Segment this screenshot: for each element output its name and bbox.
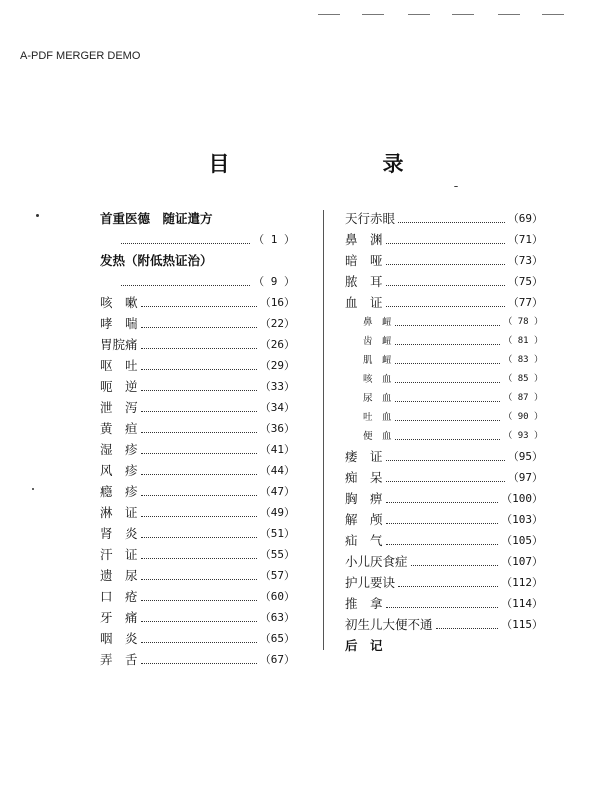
toc-subentry[interactable]	[345, 332, 543, 351]
toc-entry-page: （55）	[259, 548, 295, 561]
toc-entry-label: 天行赤眼	[345, 211, 396, 226]
toc-entry-page: （36）	[259, 422, 295, 435]
toc-entry-label: 初生儿大便不通	[345, 617, 433, 632]
toc-entry[interactable]	[100, 229, 295, 250]
toc-entry[interactable]	[345, 635, 543, 656]
page-title: 目 录	[208, 151, 470, 176]
toc-entry[interactable]	[100, 355, 295, 376]
toc-entry[interactable]	[345, 271, 543, 292]
toc-entry[interactable]	[345, 292, 543, 313]
toc-entry-label: 暗 哑	[345, 253, 383, 268]
toc-subentry[interactable]	[345, 370, 543, 389]
toc-entry-page: （95）	[507, 450, 543, 463]
toc-entry-label: 首重医德 随证遣方	[100, 211, 213, 226]
toc-entry-page: （97）	[507, 471, 543, 484]
toc-entry-page: （ 87 ）	[503, 393, 543, 403]
toc-entry[interactable]	[345, 509, 543, 530]
toc-subentry[interactable]	[345, 389, 543, 408]
toc-entry-label: 脓 耳	[345, 274, 383, 289]
toc-entry-label: 小儿厌食症	[345, 554, 408, 569]
toc-entry-page: （71）	[507, 233, 543, 246]
toc-entry-label: 齿 衄	[363, 336, 392, 347]
toc-entry[interactable]	[345, 446, 543, 467]
toc-entry-label: 口 疮	[100, 589, 138, 604]
toc-entry-page: （26）	[259, 338, 295, 351]
toc-entry[interactable]	[100, 292, 295, 313]
toc-entry[interactable]	[100, 208, 295, 229]
toc-subentry[interactable]	[345, 427, 543, 446]
toc-entry-page: （73）	[507, 254, 543, 267]
toc-subentry[interactable]	[345, 313, 543, 332]
toc-entry-page: （ 85 ）	[503, 374, 543, 384]
scan-speck	[36, 214, 39, 217]
toc-entry-label: 呃 逆	[100, 379, 138, 394]
toc-entry-page: （44）	[259, 464, 295, 477]
toc-entry-label: 弄 舌	[100, 652, 138, 667]
toc-entry-label: 推 拿	[345, 596, 383, 611]
toc-entry[interactable]	[100, 628, 295, 649]
toc-entry-label: 汗 证	[100, 547, 138, 562]
scan-speck	[32, 488, 34, 490]
toc-entry-page: （57）	[259, 569, 295, 582]
toc-entry-page: （ 9 ）	[253, 275, 295, 288]
toc-entry[interactable]	[100, 649, 295, 670]
toc-entry-label: 鼻 渊	[345, 232, 383, 247]
toc-entry-label: 尿 血	[363, 393, 392, 404]
toc-entry-page: （ 81 ）	[503, 336, 543, 346]
toc-entry[interactable]	[100, 586, 295, 607]
scan-speck	[454, 186, 458, 187]
toc-entry-label: 瘾 疹	[100, 484, 138, 499]
toc-entry-page: （114）	[501, 597, 543, 610]
toc-entry-page: （112）	[501, 576, 543, 589]
toc-entry-page: （75）	[507, 275, 543, 288]
toc-entry-label: 咳 嗽	[100, 295, 138, 310]
toc-entry[interactable]	[100, 523, 295, 544]
toc-entry[interactable]	[100, 376, 295, 397]
toc-entry-label: 牙 痛	[100, 610, 138, 625]
toc-right-column	[345, 208, 543, 656]
toc-entry[interactable]	[345, 614, 543, 635]
toc-entry-page: （67）	[259, 653, 295, 666]
toc-entry-label: 遗 尿	[100, 568, 138, 583]
toc-entry-page: （69）	[507, 212, 543, 225]
toc-entry-label: 鼻 衄	[363, 317, 392, 328]
toc-entry-label: 咽 炎	[100, 631, 138, 646]
toc-entry[interactable]	[100, 250, 295, 271]
toc-entry[interactable]	[345, 467, 543, 488]
toc-entry-page: （100）	[501, 492, 543, 505]
toc-entry[interactable]	[345, 572, 543, 593]
toc-entry[interactable]	[100, 565, 295, 586]
toc-entry[interactable]	[345, 551, 543, 572]
toc-entry[interactable]	[345, 208, 543, 229]
toc-entry[interactable]	[100, 544, 295, 565]
toc-entry-page: （103）	[501, 513, 543, 526]
toc-entry-label: 风 疹	[100, 463, 138, 478]
toc-entry-page: （60）	[259, 590, 295, 603]
toc-entry[interactable]	[100, 313, 295, 334]
toc-entry[interactable]	[100, 334, 295, 355]
toc-subentry[interactable]	[345, 408, 543, 427]
toc-entry-label: 血 证	[345, 295, 383, 310]
toc-entry[interactable]	[345, 229, 543, 250]
toc-entry-page: （ 93 ）	[503, 431, 543, 441]
toc-entry[interactable]	[100, 439, 295, 460]
toc-entry[interactable]	[345, 530, 543, 551]
toc-entry-page: （105）	[501, 534, 543, 547]
toc-entry-label: 泄 泻	[100, 400, 138, 415]
toc-entry-label: 黄 疸	[100, 421, 138, 436]
toc-entry-label: 哮 喘	[100, 316, 138, 331]
toc-entry[interactable]	[100, 502, 295, 523]
toc-entry-label: 胃脘痛	[100, 337, 138, 352]
toc-entry-label: 肾 炎	[100, 526, 138, 541]
toc-entry[interactable]	[100, 418, 295, 439]
toc-entry-label: 便 血	[363, 431, 392, 442]
column-divider	[323, 210, 324, 650]
toc-entry-page: （ 83 ）	[503, 355, 543, 365]
toc-entry[interactable]	[100, 481, 295, 502]
scan-dash-marks	[318, 14, 578, 18]
toc-entry-label: 吐 血	[363, 412, 392, 423]
toc-entry[interactable]	[100, 271, 295, 292]
toc-entry-page: （47）	[259, 485, 295, 498]
toc-entry-label: 肌 衄	[363, 355, 392, 366]
toc-entry-page: （63）	[259, 611, 295, 624]
toc-entry-label: 疝 气	[345, 533, 383, 548]
toc-entry-page: （41）	[259, 443, 295, 456]
toc-entry-label: 咳 血	[363, 374, 392, 385]
toc-entry-label: 解 颅	[345, 512, 383, 527]
toc-entry[interactable]	[100, 460, 295, 481]
toc-entry-page: （115）	[501, 618, 543, 631]
toc-entry-page: （ 78 ）	[503, 317, 543, 327]
toc-entry-label: 痿 证	[345, 449, 383, 464]
toc-entry[interactable]	[345, 488, 543, 509]
toc-entry[interactable]	[345, 593, 543, 614]
toc-entry-page: （51）	[259, 527, 295, 540]
watermark: A-PDF MERGER DEMO	[20, 50, 141, 62]
toc-entry-page: （16）	[259, 296, 295, 309]
toc-entry-page: （77）	[507, 296, 543, 309]
toc-entry-label: 护儿要诀	[345, 575, 396, 590]
toc-entry[interactable]	[345, 250, 543, 271]
toc-entry-page: （33）	[259, 380, 295, 393]
toc-entry-label: 发热（附低热证治）	[100, 253, 213, 268]
toc-entry-label: 胸 痹	[345, 491, 383, 506]
toc-entry-label: 痴 呆	[345, 470, 383, 485]
toc-left-column	[100, 208, 295, 670]
toc-entry[interactable]	[100, 397, 295, 418]
toc-entry-page: （ 90 ）	[503, 412, 543, 422]
toc-entry-page: （34）	[259, 401, 295, 414]
toc-entry-page: （ 1 ）	[253, 233, 295, 246]
toc-entry-page: （29）	[259, 359, 295, 372]
toc-entry-label: 后 记	[345, 638, 383, 653]
toc-entry-label: 呕 吐	[100, 358, 138, 373]
toc-entry-label: 淋 证	[100, 505, 138, 520]
toc-entry-page: （65）	[259, 632, 295, 645]
toc-entry-page: （49）	[259, 506, 295, 519]
toc-subentry[interactable]	[345, 351, 543, 370]
toc-entry[interactable]	[100, 607, 295, 628]
toc-entry-label: 湿 疹	[100, 442, 138, 457]
toc-entry-page: （22）	[259, 317, 295, 330]
toc-entry-page: （107）	[501, 555, 543, 568]
